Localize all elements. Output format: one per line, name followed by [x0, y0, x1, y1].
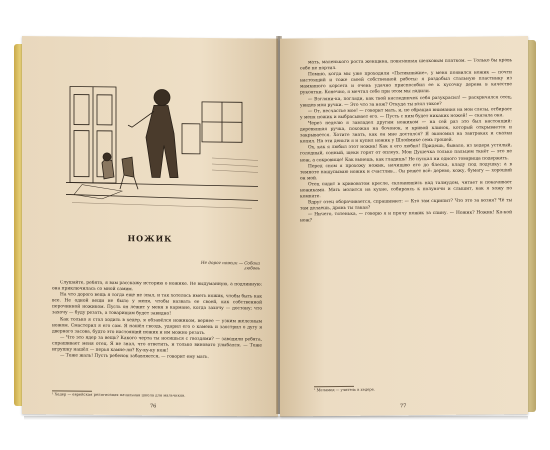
- footnote: ¹ Хедер — еврейская религиозная начальная школа для мальчиков.: [52, 392, 186, 398]
- left-page: [22, 36, 278, 417]
- paragraph: Слушайте, ребята, я вам расскажу историю о ножике. Не выдуманную, а подлинную: она приключилась со мной самим.: [52, 280, 262, 293]
- paragraph: мать, маленького роста женщина, повязанная шелковым платком. — Только бы кровь себе не портил.: [300, 58, 512, 72]
- paragraph: Вдруг отец оборачивается, спрашивает: — Кто там скрипит? Что это за возня? Чё ты там делаешь, дрянь ты такая?: [300, 198, 512, 212]
- book-shadow: [24, 416, 528, 420]
- right-page-text: [300, 58, 512, 380]
- right-page: [280, 36, 528, 417]
- paragraph: Как только я стал ходить в хедер, я обзавёлся ножиком, вернее — узким железным ножом. Смастерил я его сам. Я нашёл гвоздь, ударил его о камень и заострил о дугу я дверного засова, будто это настоящий ножик и им можно резать.: [52, 316, 262, 336]
- page-number: 77: [400, 403, 407, 410]
- paragraph: — Тоже жаль! Пусть ребенок забавляется, — говорит ему мать.: [60, 353, 209, 361]
- paragraph: На что дорого вещь я тогда еще не знал, и так хотелось иметь ножик, чтобы быть как все. Не одной вещи не было у меня, чтобы назвать ее своей, как собственной перочинной ножиком. Пусть он лежит у меня в кармане, когда захочу — достану; что захочу — буду резать, а товарищам будет завидно!: [52, 292, 262, 318]
- cover-edge-right: [528, 40, 536, 412]
- chapter-title: НОЖИК: [127, 233, 173, 244]
- illustration-man-and-boy: [62, 66, 262, 218]
- page-number: 76: [150, 403, 157, 410]
- paragraph: Помню, когда мы уже проходили «Пятикнижие», у меня появился ножик — почти настоящий и тоже своей собственной работы: я раздобыл стальную пластинку из мамкиного корсета и очень удачно приспособил ее к кусочку дерева в качестве рукоятки. Конечно, я мечтал себе при этом мы ладили.: [300, 70, 512, 96]
- footnote: ¹ Меламед — учитель в хедере.: [314, 387, 375, 393]
- open-book: [14, 36, 536, 418]
- paragraph: — Взгляни-ка, погляди, как твой наследничек себя разукрасил! — раскричался отец, увидев мои ручки. — Это что за нож? Откуда ты взял такое?: [300, 94, 512, 109]
- paragraph: — Ничего, тятенька, — говорю я и прячу ножик за спину. — Ножик? Ножик! Ка-кой нож?: [300, 210, 512, 224]
- paragraph: Через неделю я завладел другим ножиком — на сей раз это был настоящий: деревянная ручка, похожая на бочонок, и кривой клинок, который открывается и закрывается. Хотите знать, как он мне достался? Я экономил на завтраках и сказки копил. На эти деньги я и купил ножик у Шлоймике семь грошей.: [300, 119, 512, 145]
- paragraph: Перед сном я прохожу ножик, начищаю его до блеска, кладу под подушку; а в темноте нащупываю ножик и счастлив... Он режет всё: дерево, кожу, бумагу — хороший он мой.: [300, 161, 512, 182]
- paragraph: Отец сидит в кривоватом кресле, склонившись над талмудом, читает и покачивает ножиками. Мать молится на кухне, собираясь к полуночи и слышит, как я хожу по комнате.: [300, 180, 512, 200]
- epigraph: Не дорог ножик — Собака любовь: [200, 259, 260, 271]
- paragraph: Ох, как я любил этот ножик! Как я его любил! Придешь, бывало, из хедера усталый, голодный, сонный, щеки горят от оплеух. Мои Душечка только пальцем ткнёт — это не нож, а сокровище! Как вынешь, как гладишь! Не пускал ни одного товарища подержать.: [300, 143, 512, 163]
- left-page-text: [52, 280, 262, 392]
- paragraph: — Что это ядер за вещь? Какого черта ты носишься с гвоздями? — заводили ребята, спрашивает меня отец. Я не знал, что ответить, и только виновато улыбался. — Тоже игрушку нашёл — перья камне-ли? Ку-ку-ку нож!: [52, 335, 262, 354]
- paragraph: — От, несчастье мое! — говорит мать, и, не обращая внимания на мои слезы, отбирает у меня ножик и выбрасывает его. — Пусть с ним будет никаких ножей! — сказала она.: [300, 106, 512, 121]
